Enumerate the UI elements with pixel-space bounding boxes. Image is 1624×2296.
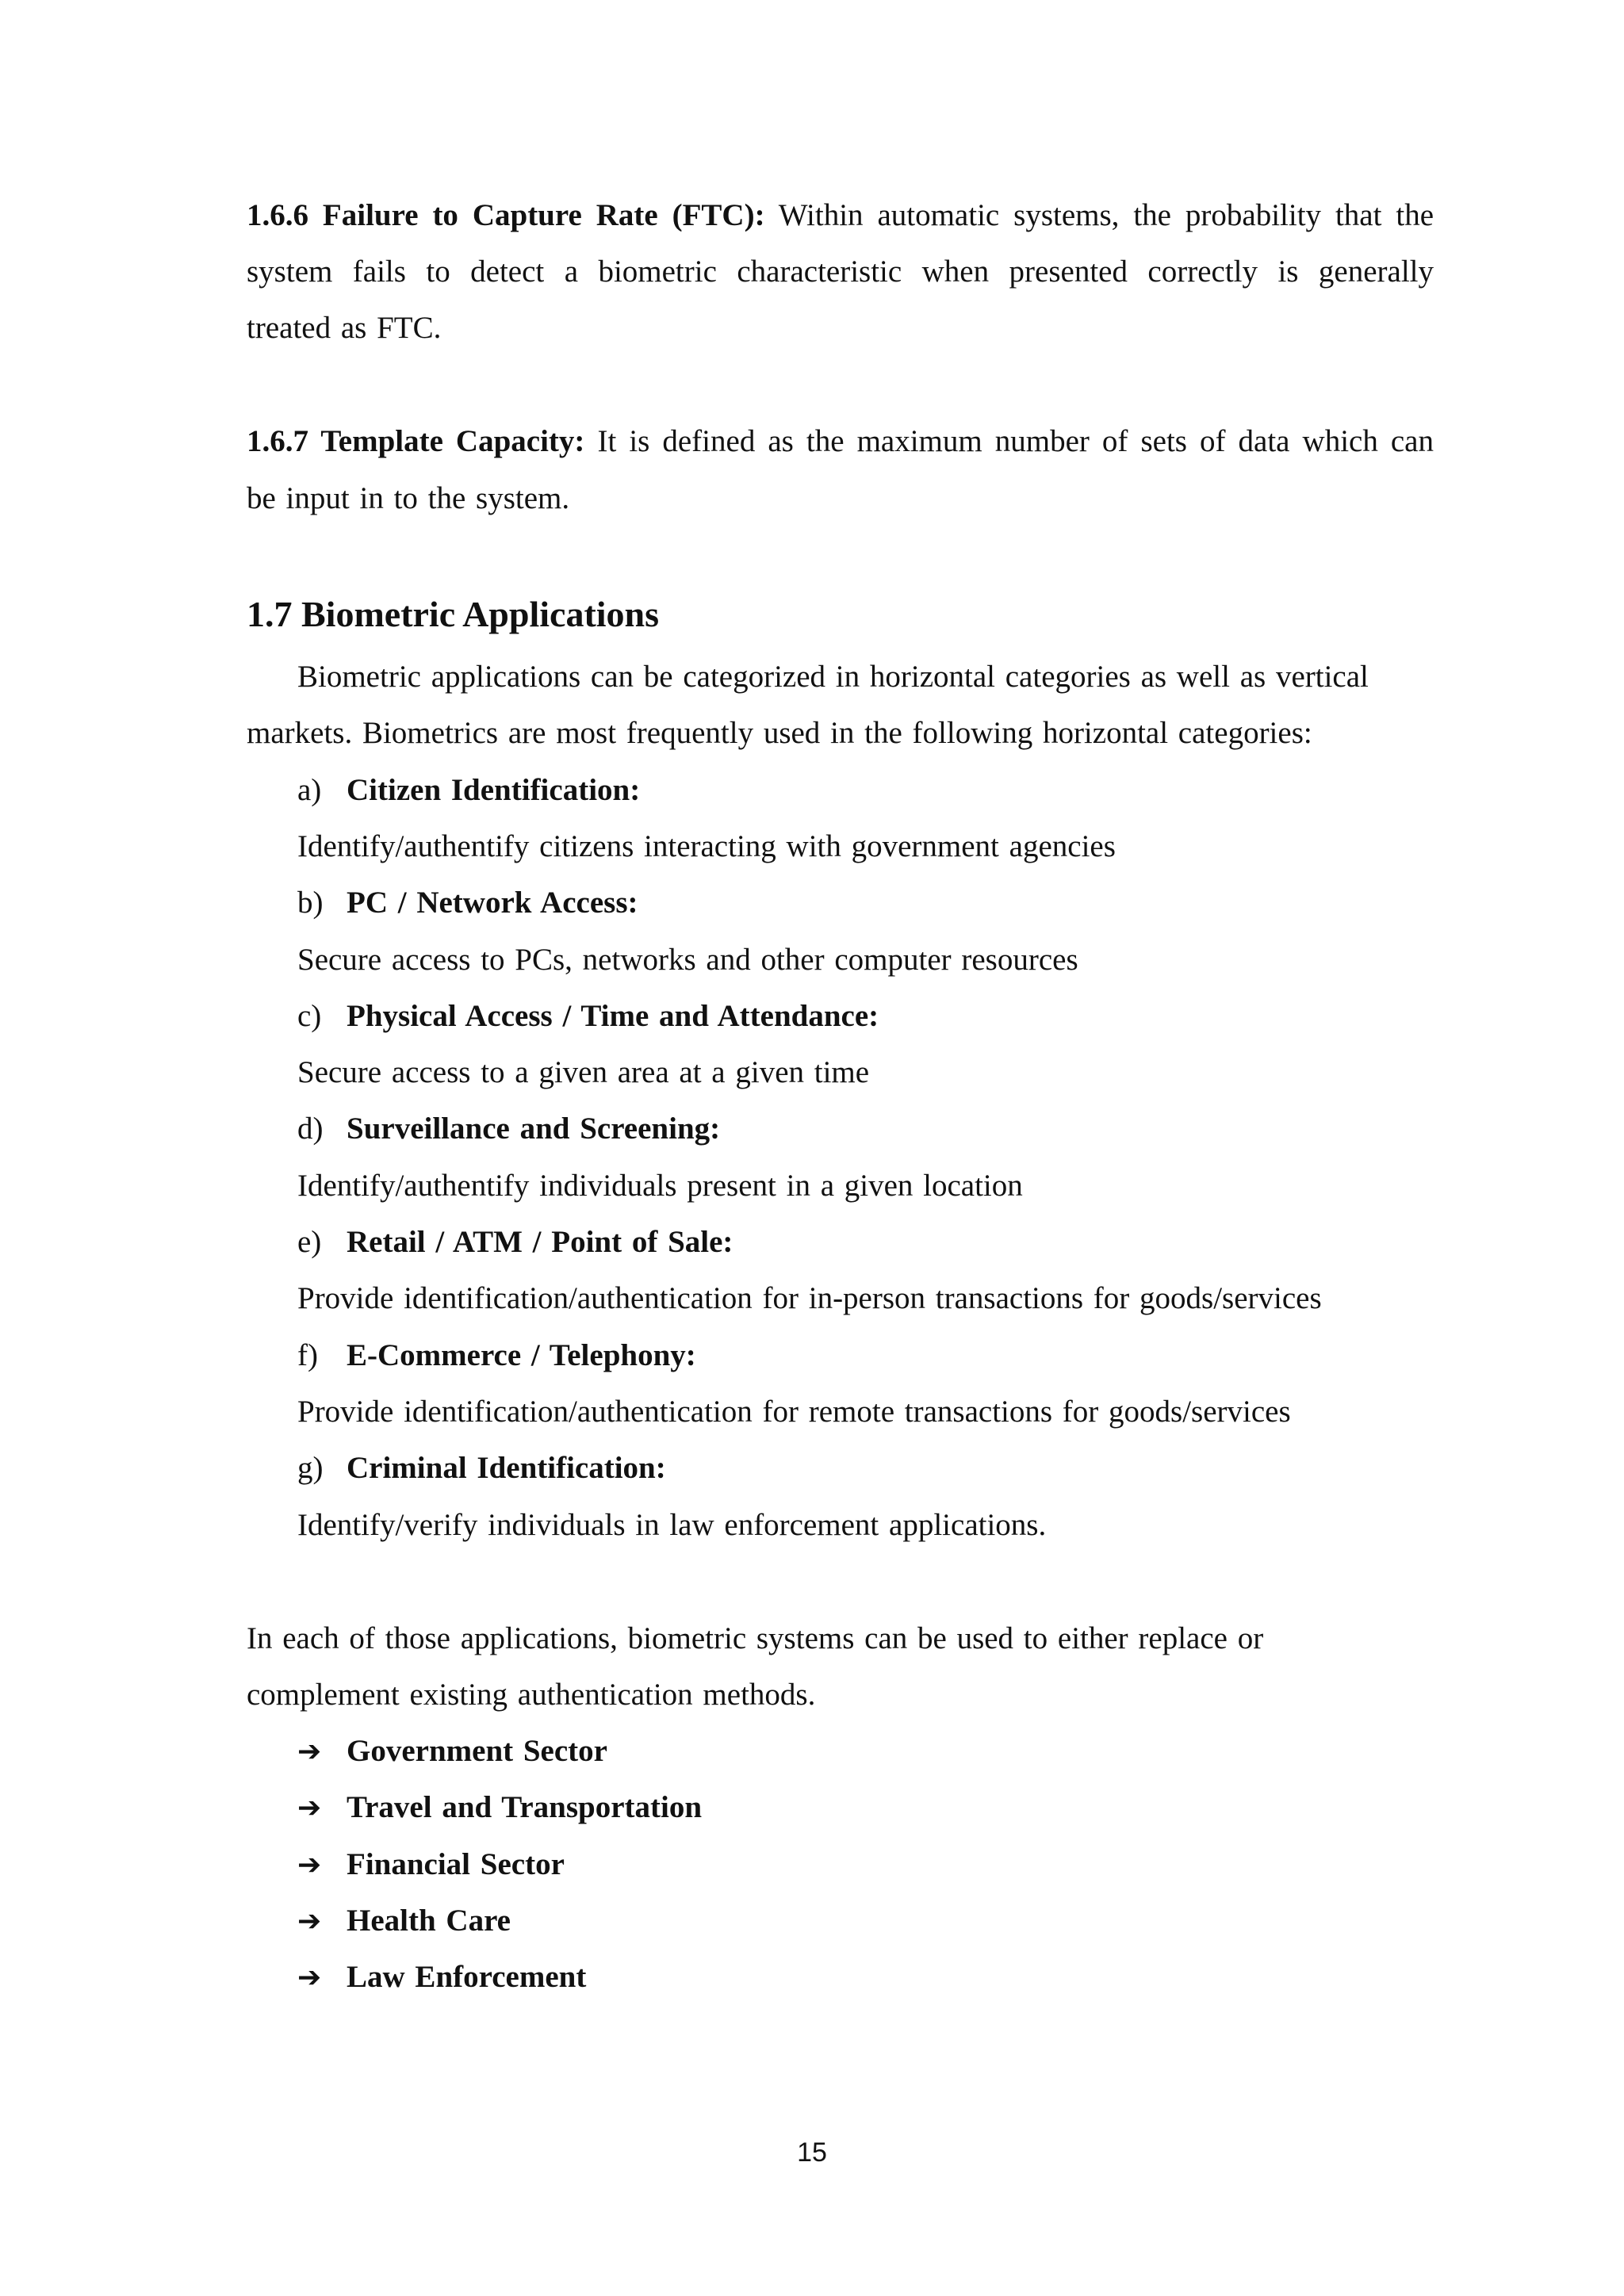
sector-label: Law Enforcement xyxy=(347,1960,587,1994)
category-item-description: Secure access to PCs, networks and other computer resources xyxy=(297,943,1078,977)
ftc-term: 1.6.6 Failure to Capture Rate (FTC): xyxy=(247,198,765,232)
category-item-title xyxy=(297,1108,720,1150)
right-arrow-icon: ➔ xyxy=(297,1905,322,1938)
item-letter: b) xyxy=(297,886,324,920)
ftc-definition-start: Within automatic systems, the probability that the xyxy=(778,198,1434,232)
category-item-title xyxy=(297,770,640,811)
template-capacity-line-2: be input in to the system. xyxy=(247,481,570,515)
item-letter: g) xyxy=(297,1451,324,1485)
item-title: Physical Access / Time and Attendance: xyxy=(347,999,879,1033)
right-arrow-icon: ➔ xyxy=(297,1792,322,1824)
category-item-title xyxy=(297,1335,696,1376)
sector-label: Travel and Transportation xyxy=(347,1790,703,1824)
template-capacity-definition-start: It is defined as the maximum number of sets of data which can xyxy=(597,424,1434,458)
template-capacity-term: 1.6.7 Template Capacity: xyxy=(247,424,585,458)
item-title: Citizen Identification: xyxy=(347,773,641,807)
section-heading: 1.7 Biometric Applications xyxy=(247,594,660,634)
intro-line-2: markets. Biometrics are most frequently used in the following horizontal categories: xyxy=(247,716,1312,750)
ftc-paragraph-line-3: treated as FTC. xyxy=(247,311,442,345)
template-capacity-line-1 xyxy=(247,421,1434,462)
item-letter: d) xyxy=(297,1112,324,1146)
sector-list-item xyxy=(297,1844,565,1886)
sector-list-item xyxy=(297,1957,586,1999)
sector-list-item xyxy=(297,1731,607,1773)
item-letter: a) xyxy=(297,773,322,807)
category-item-description: Identify/authentify individuals present in a given location xyxy=(297,1169,1023,1203)
category-item-description: Identify/authentify citizens interacting with government agencies xyxy=(297,829,1116,863)
sector-label: Financial Sector xyxy=(347,1847,565,1881)
closing-line-1: In each of those applications, biometric systems can be used to either replace or xyxy=(247,1621,1264,1655)
sector-label: Government Sector xyxy=(347,1734,607,1768)
item-letter: c) xyxy=(297,999,322,1033)
category-item-title xyxy=(297,1222,733,1263)
closing-line-2: complement existing authentication methods. xyxy=(247,1678,816,1712)
item-title: Surveillance and Screening: xyxy=(347,1112,721,1146)
sector-label: Health Care xyxy=(347,1904,511,1938)
item-title: E-Commerce / Telephony: xyxy=(347,1338,696,1372)
category-item-description: Identify/verify individuals in law enforcement applications. xyxy=(297,1508,1047,1542)
category-item-description: Provide identification/authentication for in-person transactions for goods/services xyxy=(297,1281,1322,1315)
category-item-title xyxy=(297,1448,666,1489)
category-item-description: Provide identification/authentication for remote transactions for goods/services xyxy=(297,1395,1291,1429)
item-title: Criminal Identification: xyxy=(347,1451,666,1485)
right-arrow-icon: ➔ xyxy=(297,1735,322,1768)
ftc-paragraph-line-1 xyxy=(247,195,1434,236)
item-letter: f) xyxy=(297,1338,318,1372)
page-number: 15 xyxy=(797,2137,827,2168)
category-item-description: Secure access to a given area at a given time xyxy=(297,1055,870,1089)
right-arrow-icon: ➔ xyxy=(297,1849,322,1881)
item-letter: e) xyxy=(297,1225,322,1259)
category-item-title xyxy=(297,882,638,924)
ftc-paragraph-line-2: system fails to detect a biometric characteristic when presented correctly is generally xyxy=(247,254,1434,289)
intro-line-1: Biometric applications can be categorized in horizontal categories as well as vertical xyxy=(297,660,1369,694)
item-title: PC / Network Access: xyxy=(347,886,638,920)
item-title: Retail / ATM / Point of Sale: xyxy=(347,1225,733,1259)
category-item-title xyxy=(297,996,879,1037)
right-arrow-icon: ➔ xyxy=(297,1961,322,1994)
sector-list-item xyxy=(297,1900,511,1942)
sector-list-item xyxy=(297,1787,702,1829)
